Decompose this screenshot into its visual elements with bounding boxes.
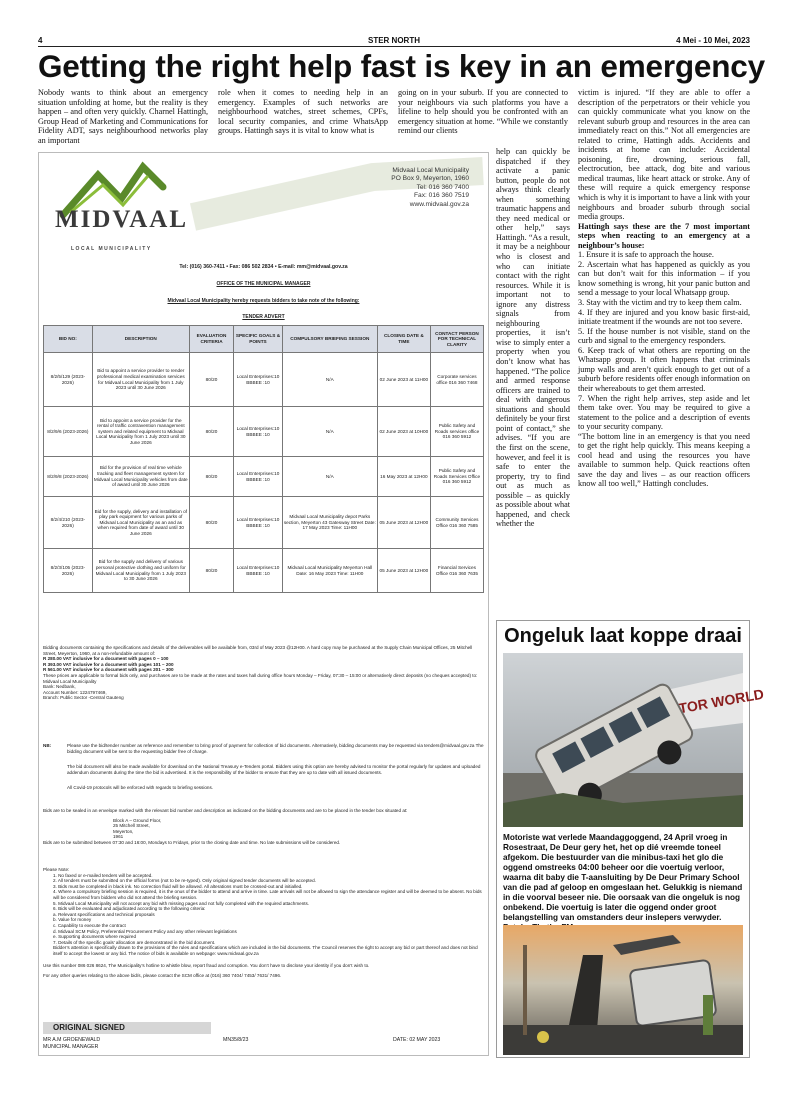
original-signed-badge: ORIGINAL SIGNED: [43, 1022, 211, 1034]
headline: Getting the right help fast is key in an emergency: [38, 48, 765, 84]
article-column-3-narrow: [496, 147, 570, 577]
address-block: [363, 167, 481, 237]
closing: 05 June 2023 at 12H00: [377, 497, 430, 549]
step-item: 1. Ensure it is safe to approach the house.: [578, 250, 714, 260]
contact: Community Services Office 016 360 7585: [430, 497, 483, 549]
hotline-text: Use this number 086 026 8624, The Municipality’s hotline to whistle blow, report fraud and corruption. You don’t have to disclose your identity if you don’t wish to.: [43, 962, 370, 968]
article-text: Nobody wants to think about an emergency situation unfolding at home, but the reality is they happen – and often very quickly. Charnel Hattingh, Group Head of Marketing and Communications for Fidelity ADT, says neighbourhood networks play an important: [38, 88, 208, 145]
note-item: c. Capability to execute the contract: [53, 922, 126, 928]
accident-photo: [503, 653, 766, 827]
column-header: COMPULSORY BRIEFING SESSION: [282, 326, 377, 353]
note-item: 1. No faxed or e-mailed tenders will be accepted.: [53, 872, 153, 878]
table-row: [44, 549, 484, 593]
briefing: Midvaal Local Municipality depot Parks section, Meyerton 43 Gatesway Street Date: 17 May 2023 Time: 11H00: [282, 497, 377, 549]
nb-row: [43, 743, 484, 754]
bid-documents-info: [43, 645, 484, 701]
step-item: 5. If the house number is not visible, stand on the curb and signal to the emergency responders.: [578, 326, 750, 346]
queries-text: For any other queries relating to the above bid/s, please contact the SCM office at (016) 360 7404/ 7453/ 7631/ 7496.: [43, 973, 282, 979]
tender-advert: [38, 152, 489, 1056]
goals: Local Enterprises:10 BBBEE :10: [234, 457, 283, 497]
article-text: role when it comes to needing help in an emergency. Examples of such networks are neighbourhood watches, street schemes, CPFs, local security companies, and crime WhatsApp groups. Hattingh says it is vital to know what is: [218, 88, 388, 136]
docs-intro: Bidding documents containing the specifications and details of the deliverables will be available from, 03rd of May 2023 @12H00. A hard copy may be purchased at the Supply Chain Municipal Offices, 25 Mitchell Street, Meyerton, 1960, at a non-refundable amount of:: [43, 645, 473, 656]
address-line: www.midvaal.gov.za: [409, 200, 469, 208]
contact: Financial Services Office 016 360 7635: [430, 549, 483, 593]
bank-line: Account Number: 1224797469,: [43, 689, 107, 695]
table-row: [44, 353, 484, 407]
column-header: CLOSING DATE & TIME: [377, 326, 430, 353]
evaluation: 80/20: [189, 407, 233, 457]
signed-date: DATE: 02 MAY 2023: [393, 1037, 441, 1043]
goals: Local Enterprises:10 BBBEE :10: [234, 497, 283, 549]
news-brief-box: [496, 620, 766, 1058]
evaluation: 80/20: [189, 457, 233, 497]
closing: 02 June 2023 at 10H00: [377, 407, 430, 457]
contact: Public Safety and Roads services office 016 360 5912: [430, 407, 483, 457]
bid-number: 8/2/5/129 (2023-2026): [44, 353, 93, 407]
contact: Public Safety and Roads Services Office 016 360 5912: [430, 457, 483, 497]
note-item: 3. Bids must be completed in black ink. No correction fluid will be allowed. All alterations must be crossed-out and initialled.: [53, 883, 303, 889]
etender-text: The bid document will also be made available for download on the National Treasury e-Tenders portal. Bidders using this option are hereby advised to monitor the portal regularly for updates and uploaded addendum documents during the time the bid is advertised. It is the responsibility of the bidder to ensure that they are up to date with all issued documents.: [67, 764, 481, 775]
evaluation: 80/20: [189, 549, 233, 593]
closing: 05 June 2023 at 12H00: [377, 549, 430, 593]
address-line: Midvaal Local Municipality: [392, 167, 469, 174]
notes-list: [43, 873, 484, 957]
goals: Local Enterprises:10 BBBEE :10: [234, 353, 283, 407]
note-item: d. Midvaal SCM Policy, Preferential Procurement Policy and any other relevant legislations: [53, 928, 237, 934]
bid-number: 8/2/4/210 (2023-2026): [44, 497, 93, 549]
step-item: 6. Keep track of what others are reporting on the Whatsapp group. It often happens that criminals jump walls and aren’t quick enough to get out of a suburb before residents offer enough information on their whereabouts to get them arrested.: [578, 345, 750, 393]
step-item: 2. Ascertain what has happened as quickly as you can but don’t wait for this information – if you know something is wrong, hit your panic button and send a message to your local Whatsapp group.: [578, 259, 750, 298]
evaluation: 80/20: [189, 497, 233, 549]
table-row: [44, 407, 484, 457]
bank-line: Branch: Public Sector -Central Gauteng: [43, 695, 124, 701]
bank-line: Bank: Nedbank,: [43, 684, 76, 690]
note-item: 6. Bids will be evaluated and adjudicated according to the following criteria:: [53, 906, 206, 912]
step-item: 7. When the right help arrives, step aside and let them take over. You may be required to give a statement to the police and a description of events to your security company.: [578, 393, 750, 432]
column-header: EVALUATION CRITERIA: [189, 326, 233, 353]
note-item: 2. All tenders must be submitted on the official forms (not to be re-typed). Only original signed tender documents will be accepted.: [53, 878, 316, 884]
box-address-line: 1961: [113, 834, 124, 840]
box-address: [113, 818, 484, 840]
brief-title: Ongeluk laat koppe draai: [504, 625, 742, 647]
evaluation: 80/20: [189, 353, 233, 407]
address-line: Fax: 016 360 7519: [414, 192, 469, 200]
article-text: going on in your suburb. If you are connected to your neighbours via such platforms you have a lifeline to help should you be confronted with an emergency situation at home. “While we constantly remind our clients: [398, 88, 568, 136]
reference-number: MN35/8/23: [223, 1037, 249, 1043]
bid-number: 8/2/9/8 (2023-2026): [44, 457, 93, 497]
box-address-line: 25 Mitchell Street,: [113, 823, 150, 829]
address-line: Tel: 016 360 7400: [416, 183, 469, 191]
note-item: 4. Where a compulsory briefing session is required, it is the onus of the bidder to attend and arrive in time. Late arrivals will not be allowed to sign the attendance register and will be deemed to be absent. No bids will be considered from bidders who did not attend the briefing session.: [53, 889, 482, 900]
bid-description: Bid for the supply, delivery and installation of play park equipment for various parks of Midvaal Local Municipality as an and as when required from date of award until 30 June 2026: [92, 497, 189, 549]
goals: Local Enterprises:10 BBBEE :10: [234, 549, 283, 593]
column-header: BID NO:: [44, 326, 93, 353]
tender-advert-title: TENDER ADVERT: [242, 314, 285, 320]
briefing: Midvaal Local Municipality Meyerton Hall Date: 16 May 2023 Time: 11H00: [282, 549, 377, 593]
signer-name: MR A.M GROENEWALD: [43, 1037, 101, 1043]
closing: 02 June 2023 at 11H00: [377, 353, 430, 407]
logo-area: [43, 157, 486, 259]
signer-title: MUNICIPAL MANAGER: [43, 1043, 99, 1050]
bid-description: Bid to appoint a service provider to render professional medical examination services for Midvaal Local Municipality from 1 July 2023 until 30 June 2026: [92, 353, 189, 407]
bid-description: Bid to appoint a service provider for the rental of traffic contravention management system and related equipment to Midvaal Local Municipality from 1 July 2023 until 30 June 2026: [92, 407, 189, 457]
box-address-line: Block A – Ground Floor,: [113, 817, 162, 823]
note-item: 7. Details of the specific goals’ allocation are demonstrated in the bid document.: [53, 939, 216, 945]
office-title: OFFICE OF THE MUNICIPAL MANAGER: [216, 281, 311, 287]
bid-description: Bid for the supply and delivery of various personal protective clothing and uniform for Midvaal Local Municipality from 1 July 2023 to 30 June 2026: [92, 549, 189, 593]
article-text: victim is injured. “If they are able to offer a description of the perpetrators or their vehicle you can quickly communicate what you know on the relevant suburb group and resources in the area can immediately react on this.” Not all emergencies are related to crime, Hattingh adds. Accidents and incidents at home can include: Accidental poisoning, fire, drowning, serious fall, electrocution, bee attack, dog bite and various medical traumas, like heart attack or stroke. Any of these will require a quick emergency response which is why it is important to have a link with your neighbours and broader suburb through social media groups.: [578, 88, 750, 222]
column-header: CONTACT PERSON FOR TECHNICAL CLARITY: [430, 326, 483, 353]
note-item: a. Relevant specifications and technical proposals: [53, 911, 155, 917]
table-row: [44, 457, 484, 497]
article-column-1: [38, 88, 208, 148]
step-item: 4. If they are injured and you know basic first-aid, initiate treatment if the wounds are not too severe.: [578, 307, 750, 327]
briefing: N/A: [282, 353, 377, 407]
table-header-row: [44, 326, 484, 353]
payment-info: These prices are applicable to formal bids only, and purchases are to be made at the rates and taxes hall during office hours Monday – Friday, 07:30 – 15:00 or alternatively direct deposits (no cheques accepted) to:: [43, 672, 478, 678]
bids-table: [43, 325, 484, 593]
nb-section: [43, 743, 484, 791]
bid-number: 8/2/3/105 (2023-2026): [44, 549, 93, 593]
notes-title: Please Note:: [43, 867, 70, 872]
note-item: Bidder’s attention is specifically drawn to the provisions of the rules and specifications which are included in the bid documents. The Council reserves the right to accept any bid or part thereof and does not bind itself to accept the lowest or any bid. The notice of bids is available on webpage: www.midvaal.gov.za: [53, 945, 478, 956]
request-line: Midvaal Local Municipality hereby requests bidders to take note of the following:: [167, 298, 360, 304]
steps-heading: Hattingh says these are the 7 most important steps when reacting to an emergency at a neighbour’s house:: [578, 221, 750, 250]
nb-label: NB:: [43, 743, 52, 748]
note-item: b. Value for money: [53, 917, 92, 923]
article-column-4: [578, 88, 750, 584]
briefing: N/A: [282, 457, 377, 497]
article-column-3-top: [398, 88, 568, 148]
submit-text: Bids are to be submitted between 07:30 and 16:00, Mondays to Fridays, prior to the closing date and time. No late submissions will be considered.: [43, 839, 341, 845]
logo-wordmark: MIDVAAL: [55, 206, 188, 233]
nb-text: Please use the bid/tender number as reference and remember to bring proof of payment for collection of bid documents. Alternatively, bidding documents may be requested via tenders@midvaal.gov.za The bidding document will be sent to the requesting bidder free of charge.: [67, 743, 484, 754]
sign-text: TOR WORLD: [677, 685, 766, 717]
bid-number: 8/2/9/6 (2023-2026): [44, 407, 93, 457]
note-item: 5. Midvaal Local Municipality will not accept any bid with missing pages and not fully completed with the required attachments.: [53, 900, 310, 906]
article-column-2: [218, 88, 388, 148]
logo-subtitle: LOCAL MUNICIPALITY: [71, 246, 152, 252]
closing: 16 May 2023 at 12H00: [377, 457, 430, 497]
column-header: SPECIFIC GOALS & POINTS: [234, 326, 283, 353]
table-row: [44, 497, 484, 549]
article-text: “The bottom line in an emergency is that you need to get the right help quickly. This means keeping a cool head and using the resources you have available to summon help. Quick reactions often save the day and lives – as our reaction officers know all too well,” Hattingh concludes.: [578, 431, 750, 489]
covid-text: All Covid-19 protocols will be enforced with regards to briefing sessions.: [67, 785, 214, 791]
briefing: N/A: [282, 407, 377, 457]
note-item: e. Supporting documents where required: [53, 934, 136, 940]
submission-info: [43, 808, 484, 846]
bid-description: Bid for the provision of real time vehicle tracking and fleet management system for Midvaal Local Municipality vehicles from date of award until 30 June 2026: [92, 457, 189, 497]
notes-section: [43, 867, 484, 979]
bank-line: Midvaal Local Municipality: [43, 678, 97, 684]
tow-photo: [503, 925, 743, 1055]
goals: Local Enterprises:10 BBBEE :10: [234, 407, 283, 457]
page-number: 4: [38, 36, 43, 45]
signature-footer: [43, 1037, 484, 1050]
price-line: R 280.00 VAT inclusive for a document with pages 0 – 100: [43, 656, 169, 662]
issue-date: 4 Mei - 10 Mei, 2023: [676, 36, 750, 45]
price-line: R 561.00 VAT inclusive for a document with pages 201 – 300: [43, 667, 174, 673]
sealed-text: Bids are to be sealed in an envelope marked with the relevant bid number and description as indicated on the bidding documents and are to be placed in the tender box situated at:: [43, 808, 408, 813]
contact: Corporate services office 016 360 7468: [430, 353, 483, 407]
contact-line: Tel: (016) 360-7411 • Fax: 086 502 2834 • E-mail: mm@midvaal.gov.za: [179, 264, 348, 270]
publication-name: STER NORTH: [368, 36, 420, 45]
column-header: DESCRIPTION: [92, 326, 189, 353]
article-text: help can quickly be dispatched if they activate a panic button, people do not always think clearly when something traumatic happens and they need medical or other help,” says Hattingh. “As a result, it may be a neighbour who is closest and who can initiate contact with the right resources. While it is important not to ignore any distress signals from neighbouring properties, it isn’t wise to simply enter a property when you don’t know what has happened. “The police and armed response officers are trained to deal with dangerous situations and should definitely be your first point of contact,” she advises. “If you are the first on the scene, however, and feel it is safe to enter the property, try to find out as much as possible – as quickly as possible about what happened, and check whether the: [496, 147, 570, 529]
photo-caption: Motoriste wat verlede Maandaggoggend, 24 April vroeg in Rosestraat, De Deur gery het, het op dié vreemde toneel afgekom. Die bestuurder van die minibus-taxi het glo die oggend omstreeks 04:00 beheer oor die voertuig verloor, waarna dit baby die T-aansluiting by De Deur Primary School van die pad af geloop en omgeslaan het. Gelukkig is niemand in die voorval beseer nie. Die oorsaak van die ongeluk is nog onbekend. Die voertuig is later die oggend onder groot belangstelling van omstanders deur inslepers verwyder.: [503, 833, 743, 922]
box-address-line: Meyerton,: [113, 828, 134, 834]
address-line: PO Box 9, Meyerton, 1960: [391, 175, 469, 183]
step-item: 3. Stay with the victim and try to keep them calm.: [578, 298, 742, 308]
price-line: R 393.00 VAT inclusive for a document with pages 101 – 200: [43, 661, 174, 667]
